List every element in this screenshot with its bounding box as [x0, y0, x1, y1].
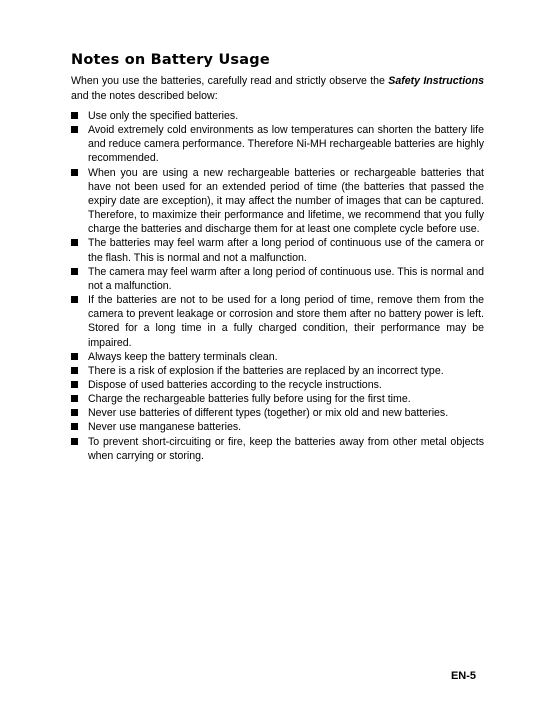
list-item — [71, 236, 484, 264]
list-item — [71, 378, 484, 392]
list-item — [71, 265, 484, 293]
battery-notes-list — [71, 109, 484, 463]
list-item-text: Dispose of used batteries according to the recycle instructions. — [88, 378, 382, 391]
square-bullet-icon — [71, 381, 78, 388]
list-item-text: Use only the specified batteries. — [88, 110, 239, 122]
square-bullet-icon — [71, 353, 78, 360]
square-bullet-icon — [71, 296, 78, 303]
list-item-text: Never use manganese batteries. — [88, 421, 242, 434]
list-item — [71, 109, 484, 123]
intro-text-before: When you use the batteries, carefully read and strictly observe the — [71, 75, 389, 87]
square-bullet-icon — [71, 126, 78, 133]
list-item — [71, 364, 484, 378]
square-bullet-icon — [71, 367, 78, 374]
square-bullet-icon — [71, 112, 78, 119]
list-item — [71, 166, 484, 237]
list-item-text: Avoid extremely cold environments as low temperatures can shorten the battery life and reduce camera performance. Therefore Ni-MH rechargeable batteries are highly recommended. — [88, 124, 484, 165]
list-item-text: When you are using a new rechargeable batteries or rechargeable batteries that have not been used for an extended period of time (the batteries that passed the expiry date are exception), it may affect the number of images that can be captured. Therefore, to maximize their performance and lifetime, we recommend that you fully charge the batteries and discharge them for at least one complete cycle before use. — [88, 166, 484, 236]
list-item-text: If the batteries are not to be used for a long period of time, remove them from the camera to prevent leakage or corrosion and store them after no battery power is left. Stored for a long time in a fully charged condition, their performance may be impaired. — [88, 294, 484, 349]
list-item — [71, 350, 484, 364]
section-heading: Notes on Battery Usage — [71, 52, 270, 68]
intro-paragraph — [71, 74, 484, 104]
square-bullet-icon — [71, 423, 78, 430]
list-item — [71, 293, 484, 350]
list-item-text: Never use batteries of different types (together) or mix old and new batteries. — [88, 407, 449, 420]
square-bullet-icon — [71, 409, 78, 416]
list-item-text: There is a risk of explosion if the batteries are replaced by an incorrect type. — [88, 364, 444, 377]
square-bullet-icon — [71, 395, 78, 402]
square-bullet-icon — [71, 239, 78, 246]
list-item-text: Charge the rechargeable batteries fully before using for the first time. — [88, 393, 411, 406]
list-item-text: To prevent short-circuiting or fire, keep the batteries away from other metal objects when carrying or storing. — [88, 435, 484, 462]
list-item — [71, 435, 484, 463]
list-item — [71, 420, 484, 434]
list-item — [71, 392, 484, 406]
square-bullet-icon — [71, 438, 78, 445]
list-item — [71, 123, 484, 165]
intro-text-after: and the notes described below: — [71, 90, 218, 102]
list-item-text: The camera may feel warm after a long period of continuous use. This is normal and not a malfunction. — [88, 265, 484, 292]
list-item — [71, 406, 484, 420]
square-bullet-icon — [71, 268, 78, 275]
list-item-text: The batteries may feel warm after a long period of continuous use of the camera or the flash. This is normal and not a malfunction. — [88, 237, 484, 264]
square-bullet-icon — [71, 169, 78, 176]
page-number: EN-5 — [450, 670, 476, 682]
list-item-text: Always keep the battery terminals clean. — [88, 350, 278, 363]
safety-instructions-reference: Safety Instructions — [388, 75, 484, 87]
